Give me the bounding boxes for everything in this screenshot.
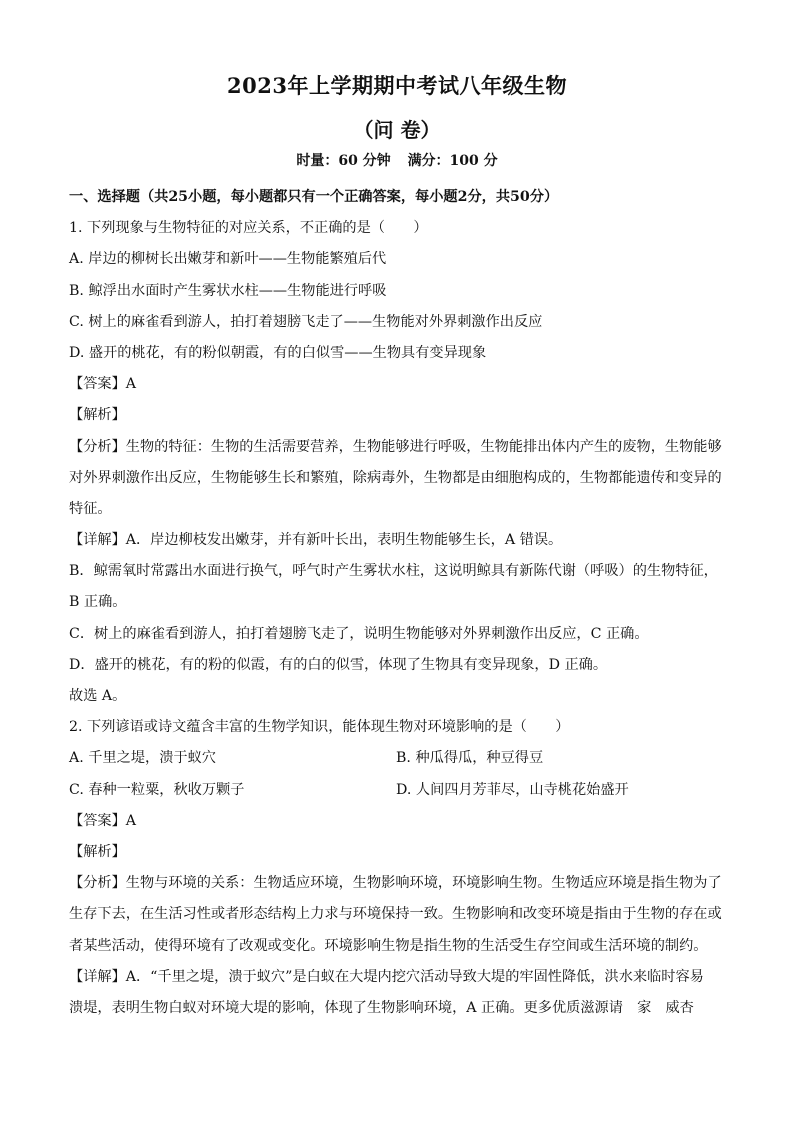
section-heading: 一、选择题（共25小题，每小题都只有一个正确答案，每小题2分，共50分） <box>69 189 559 205</box>
question-2-option-d: D. 人间四月芳菲尽，山寺桃花始盛开 <box>396 781 629 798</box>
question-1-explanation-line: 【详解】A．岸边柳枝发出嫩芽，并有新叶长出，表明生物能够生长，A 错误。 <box>69 532 563 549</box>
exam-time: 时量：60 分钟 <box>296 153 391 169</box>
question-2-options-row-2 <box>69 775 729 806</box>
question-2-explanation-line: 溃堤，表明生物白蚁对环境大堤的影响，体现了生物影响环境，A 正确。更多优质滋源请 家 威杏 <box>69 999 694 1016</box>
question-1-explanation-line: D．盛开的桃花，有的粉的似霞，有的白的似雪，体现了生物具有变异现象，D 正确。 <box>69 656 608 673</box>
question-2-option-b: B. 种瓜得瓜，种豆得豆 <box>396 750 544 767</box>
question-2-explanation-line: 【分析】生物与环境的关系：生物适应环境，生物影响环境，环境影响生物。生物适应环境是指生物为了 <box>69 875 722 892</box>
question-1-option-b: B. 鲸浮出水面时产生雾状水柱——生物能进行呼吸 <box>69 282 387 299</box>
question-1-explanation-line: 故选 A。 <box>69 688 127 704</box>
question-1-analysis-label: 【解析】 <box>69 407 126 424</box>
question-2-stem: 2. 下列谚语或诗文蕴含丰富的生物学知识，能体现生物对环境影响的是（ ） <box>69 719 570 736</box>
question-2-explanation-line: 者某些活动，使得环境有了改观或变化。环境影响生物是指生物的生活受生存空间或生活环境的制约。 <box>69 937 708 954</box>
question-1-explanation-line: 对外界刺激作出反应，生物能够生长和繁殖，除病毒外，生物都是由细胞构成的，生物都能遗传和变异的 <box>69 469 722 486</box>
question-1-explanation-line: 特征。 <box>69 500 112 517</box>
question-1-explanation-line: B 正确。 <box>69 594 127 611</box>
question-1-explanation-line: B．鲸需氧时常露出水面进行换气，呼气时产生雾状水柱，这说明鲸具有新陈代谢（呼吸）的生物特征， <box>69 563 718 580</box>
question-2-option-c: C. 春种一粒粟，秋收万颗子 <box>69 781 245 798</box>
question-1-explanation-line: C．树上的麻雀看到游人，拍打着翅膀飞走了，说明生物能够对外界刺激作出反应，C 正确。 <box>69 625 649 642</box>
question-2-explanation-line: 【详解】A．“千里之堤，溃于蚁穴”是白蚁在大堤内挖穴活动导致大堤的牢固性降低，洪水来临时容易 <box>69 968 704 985</box>
exam-title: 2023年上学期期中考试八年级生物 <box>227 73 567 98</box>
question-2-explanation-line: 生存下去，在生活习性或者形态结构上力求与环境保持一致。生物影响和改变环境是指由于生物的存在或 <box>69 906 722 923</box>
exam-subtitle: （问 卷） <box>353 118 441 142</box>
question-1-answer: 【答案】A <box>69 376 136 393</box>
question-1-option-a: A. 岸边的柳树长出嫩芽和新叶——生物能繁殖后代 <box>69 251 387 268</box>
exam-score: 满分：100 分 <box>407 153 498 169</box>
question-2-analysis-label: 【解析】 <box>69 843 126 860</box>
question-2-option-a: A. 千里之堤，溃于蚁穴 <box>69 750 216 767</box>
question-1-explanation-line: 【分析】生物的特征：生物的生活需要营养，生物能够进行呼吸，生物能排出体内产生的废物，生物能够 <box>69 438 722 455</box>
exam-content <box>69 182 729 1024</box>
question-1-stem: 1. 下列现象与生物特征的对应关系，不正确的是（ ） <box>69 220 428 237</box>
question-1-option-d: D. 盛开的桃花，有的粉似朝霞，有的白似雪——生物具有变异现象 <box>69 344 487 361</box>
exam-time-score <box>0 150 794 170</box>
question-2-answer: 【答案】A <box>69 812 136 829</box>
question-2-options-row-1 <box>69 743 729 774</box>
question-1-option-c: C. 树上的麻雀看到游人，拍打着翅膀飞走了——生物能对外界刺激作出反应 <box>69 313 543 330</box>
